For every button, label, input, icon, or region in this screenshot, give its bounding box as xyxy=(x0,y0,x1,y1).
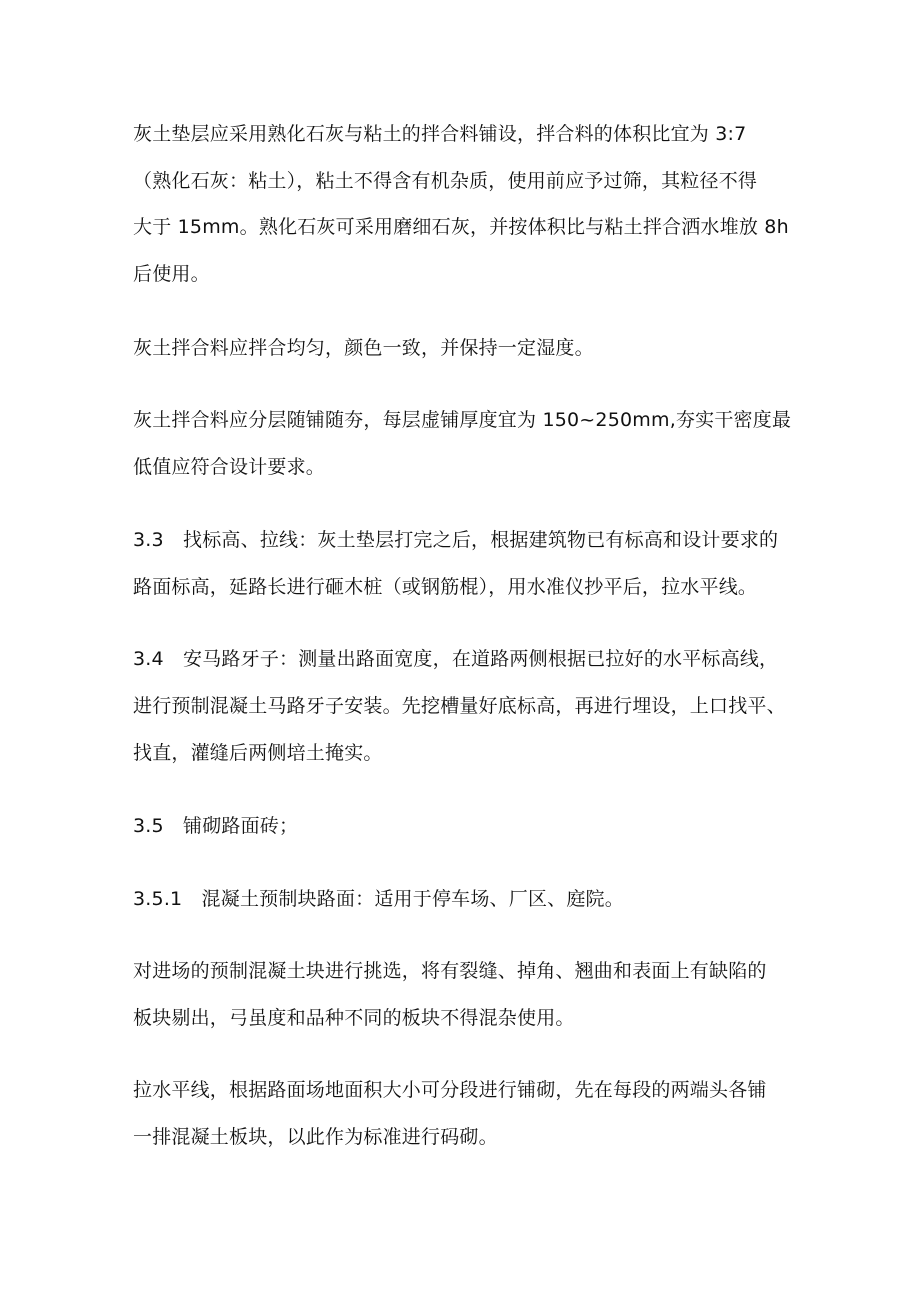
paragraph-9-line-1: 拉水平线，根据路面场地面积大小可分段进行铺砌，先在每段的两端头各铺 xyxy=(133,1079,767,1101)
section-3-3-line-1: 3.3 找标高、拉线：灰土垫层打完之后，根据建筑物已有标高和设计要求的 xyxy=(133,529,779,551)
paragraph-1-line-1: 灰土垫层应采用熟化石灰与粘土的拌合料铺设，拌合料的体积比宜为 3:7 xyxy=(133,123,747,145)
paragraph-8-line-2: 板块剔出，弓虽度和品种不同的板块不得混杂使用。 xyxy=(133,1007,575,1029)
paragraph-8-line-1: 对进场的预制混凝土块进行挑选，将有裂缝、掉角、翘曲和表面上有缺陷的 xyxy=(133,960,767,982)
section-3-4-line-3: 找直，灌缝后两侧培土掩实。 xyxy=(133,742,383,764)
section-3-4-line-2: 进行预制混凝土马路牙子安装。先挖槽量好底标高，再进行埋设，上口找平、 xyxy=(133,695,786,717)
paragraph-2-line-1: 灰土拌合料应拌合均匀，颜色一致，并保持一定湿度。 xyxy=(133,337,594,359)
paragraph-1-line-3: 大于 15mm。熟化石灰可采用磨细石灰，并按体积比与粘土拌合洒水堆放 8h xyxy=(133,216,789,238)
paragraph-3-line-2: 低值应符合设计要求。 xyxy=(133,456,326,478)
paragraph-9-line-2: 一排混凝土板块，以此作为标准进行码砌。 xyxy=(133,1126,498,1148)
section-3-5-1-heading: 3.5.1 混凝土预制块路面：适用于停车场、厂区、庭院。 xyxy=(133,888,624,910)
section-3-5-heading: 3.5 铺砌路面砖； xyxy=(133,815,299,837)
section-3-4-line-1: 3.4 安马路牙子：测量出路面宽度，在道路两侧根据已拉好的水平标高线， xyxy=(133,648,779,670)
section-3-3-line-2: 路面标高，延路长进行砸木桩（或钢筋棍），用水准仪抄平后，拉水平线。 xyxy=(133,576,758,598)
paragraph-3-line-1: 灰土拌合料应分层随铺随夯，每层虚铺厚度宜为 150~250mm,夯实干密度最 xyxy=(133,409,792,431)
paragraph-1-line-4: 后使用。 xyxy=(133,263,210,285)
paragraph-1-line-2: （熟化石灰：粘土），粘土不得含有机杂质，使用前应予过筛，其粒径不得 xyxy=(133,170,758,192)
